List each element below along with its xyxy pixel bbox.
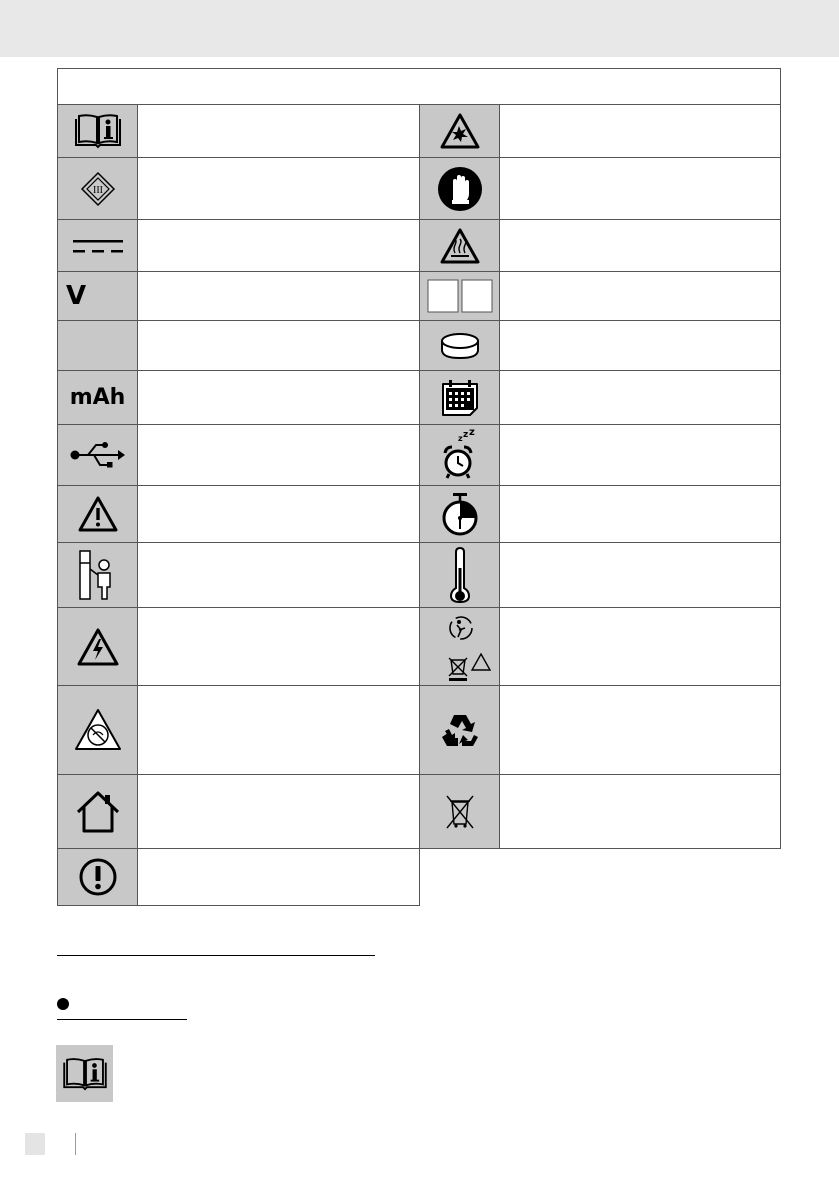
legend-row bbox=[419, 272, 781, 321]
description-cell bbox=[500, 608, 780, 685]
svg-text:III: III bbox=[92, 184, 103, 196]
description-cell bbox=[138, 543, 419, 607]
description-cell bbox=[500, 486, 780, 542]
description-cell bbox=[500, 425, 780, 485]
symbol-cell bbox=[420, 158, 500, 219]
timer-stopwatch-icon bbox=[440, 491, 480, 537]
legend-row bbox=[419, 775, 781, 849]
description-cell bbox=[500, 543, 780, 607]
symbol-cell bbox=[420, 686, 500, 774]
legend-row bbox=[419, 686, 781, 775]
symbol-cell bbox=[420, 425, 500, 485]
symbol-cell bbox=[58, 608, 138, 685]
symbol-cell bbox=[420, 321, 500, 370]
page-number-box bbox=[25, 1133, 45, 1155]
symbol-cell bbox=[420, 543, 500, 607]
two-boxes-icon bbox=[427, 279, 493, 313]
hot-surface-icon bbox=[439, 227, 481, 265]
warning-triangle-icon bbox=[77, 495, 119, 533]
legend-row bbox=[57, 686, 420, 775]
indoor-use-house-icon bbox=[75, 790, 121, 834]
symbol-cell bbox=[420, 105, 500, 157]
legend-row bbox=[57, 486, 420, 543]
symbol-cell bbox=[58, 425, 138, 485]
symbol-cell bbox=[58, 220, 138, 271]
description-cell bbox=[500, 272, 780, 320]
symbol-cell bbox=[58, 486, 138, 542]
recycling-disposal-icon bbox=[429, 612, 491, 682]
legend-row bbox=[419, 158, 781, 220]
legend-row bbox=[57, 543, 420, 608]
legend-header bbox=[57, 68, 781, 105]
description-cell bbox=[138, 686, 419, 774]
symbol-cell bbox=[58, 849, 138, 905]
description-cell bbox=[138, 105, 419, 157]
legend-row bbox=[57, 425, 420, 486]
no-swallow-icon bbox=[74, 708, 122, 752]
symbol-cell bbox=[58, 775, 138, 848]
svg-text:z: z bbox=[468, 429, 475, 438]
legend-row bbox=[419, 105, 781, 158]
description-cell bbox=[500, 321, 780, 370]
description-cell bbox=[500, 105, 780, 157]
mah-text-icon: mAh bbox=[69, 385, 126, 410]
explosion-warning-icon bbox=[439, 112, 481, 150]
calendar-icon bbox=[440, 378, 480, 418]
symbol-cell bbox=[58, 321, 138, 370]
legend-row bbox=[57, 272, 420, 321]
direct-current-icon bbox=[72, 235, 124, 257]
wear-gloves-icon bbox=[437, 166, 483, 212]
legend-row bbox=[57, 371, 420, 425]
legend-row bbox=[419, 425, 781, 486]
legend-row bbox=[57, 105, 420, 158]
description-cell bbox=[500, 371, 780, 424]
notice-exclamation-icon bbox=[78, 857, 118, 897]
symbol-cell bbox=[58, 105, 138, 157]
snooze-alarm-clock-icon bbox=[440, 429, 480, 481]
symbol-cell bbox=[420, 220, 500, 271]
description-cell bbox=[138, 849, 419, 905]
legend-row bbox=[57, 220, 420, 272]
crossed-bin-icon bbox=[444, 794, 476, 830]
description-cell bbox=[138, 272, 419, 320]
button-cell-battery-icon bbox=[439, 331, 481, 361]
symbol-cell bbox=[420, 272, 500, 320]
symbol-cell bbox=[58, 543, 138, 607]
description-cell bbox=[138, 775, 419, 848]
usb-icon bbox=[70, 440, 126, 470]
legend-row bbox=[419, 321, 781, 371]
description-cell bbox=[138, 321, 419, 370]
manual-info-icon bbox=[73, 113, 123, 149]
description-cell bbox=[500, 775, 780, 848]
legend-row bbox=[57, 321, 420, 371]
thermometer-icon bbox=[450, 546, 470, 604]
legend-row bbox=[57, 849, 420, 906]
description-cell bbox=[138, 486, 419, 542]
legend-row bbox=[419, 543, 781, 608]
legend-row bbox=[419, 486, 781, 543]
symbol-cell bbox=[420, 775, 500, 848]
description-cell bbox=[500, 686, 780, 774]
bullet-dot bbox=[57, 998, 69, 1010]
legend-row bbox=[419, 608, 781, 686]
electric-shock-icon bbox=[76, 627, 120, 667]
description-cell bbox=[138, 371, 419, 424]
legend-row bbox=[419, 220, 781, 272]
svg-text:z: z bbox=[462, 430, 468, 440]
legend-row bbox=[57, 775, 420, 849]
top-bar bbox=[0, 0, 839, 57]
volt-letter-icon: V bbox=[66, 281, 87, 311]
protection-class-iii-icon bbox=[80, 171, 116, 207]
description-cell bbox=[138, 158, 419, 219]
manual-info-icon bbox=[61, 1057, 109, 1091]
child-safety-icon bbox=[78, 549, 118, 601]
symbol-cell bbox=[58, 272, 138, 320]
description-cell bbox=[138, 425, 419, 485]
subsection-rule bbox=[57, 1019, 187, 1020]
section-rule bbox=[57, 955, 375, 956]
symbol-cell bbox=[58, 686, 138, 774]
legend-row bbox=[57, 608, 420, 686]
symbol-cell bbox=[58, 158, 138, 219]
description-cell bbox=[500, 220, 780, 271]
page-divider bbox=[75, 1133, 76, 1155]
description-cell bbox=[138, 608, 419, 685]
legend-row bbox=[57, 158, 420, 220]
svg-text:z: z bbox=[457, 434, 463, 443]
info-symbol-box bbox=[56, 1045, 113, 1102]
symbol-cell bbox=[420, 486, 500, 542]
description-cell bbox=[500, 158, 780, 219]
legend-row bbox=[419, 371, 781, 425]
symbol-cell bbox=[58, 371, 138, 424]
symbol-cell bbox=[420, 608, 500, 685]
symbol-cell bbox=[420, 371, 500, 424]
recycle-arrows-icon bbox=[440, 711, 480, 749]
description-cell bbox=[138, 220, 419, 271]
